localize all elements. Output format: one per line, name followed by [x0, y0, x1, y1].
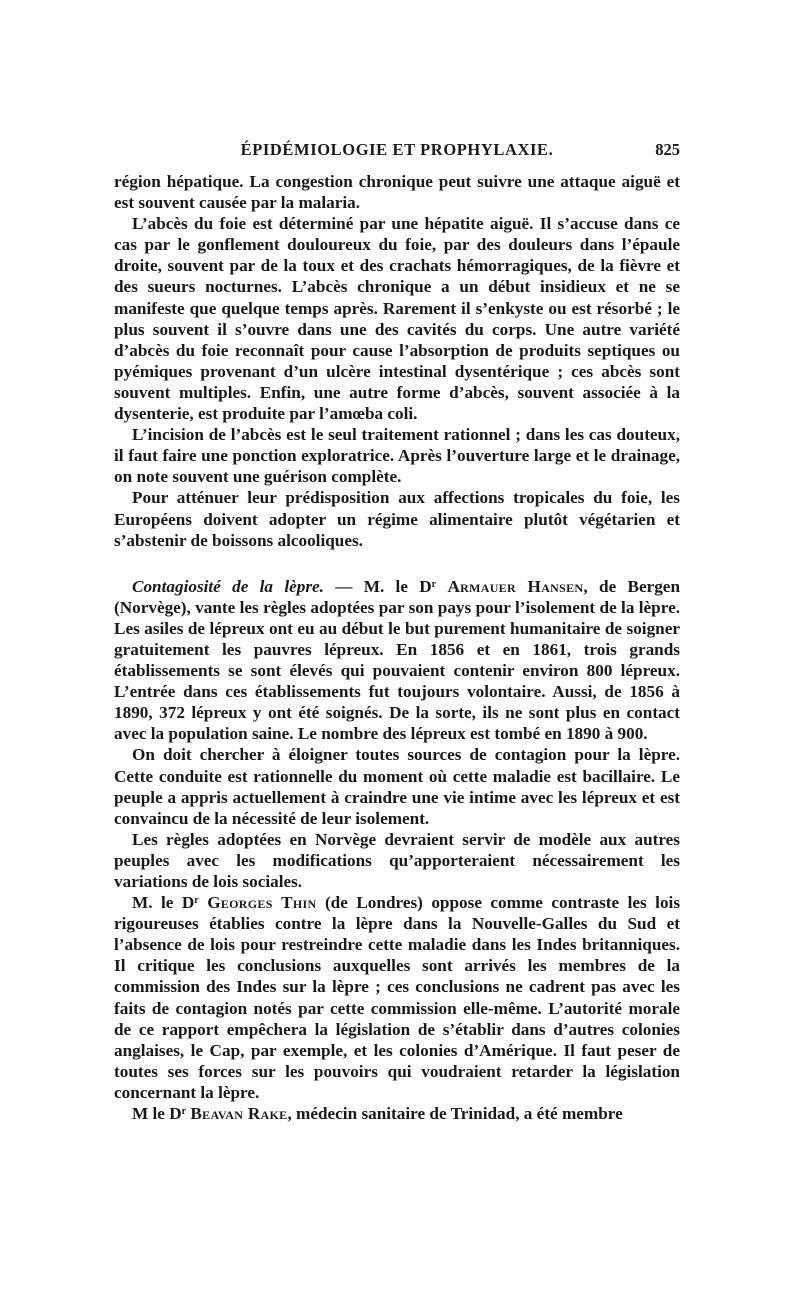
paragraph-norway-rules: Les règles adoptées en Norvège devraient servir de modèle aux autres peuples avec les modifications qu’apporteraient nécessairement les variations de lois sociales.: [114, 829, 680, 891]
paragraph-incision-treatment: L’incision de l’abcès est le seul traitement rationnel ; dans les cas douteux, il faut faire une ponction exploratrice. Après l’ouverture large et le drainage, on note souvent une guérison complète.: [114, 425, 680, 487]
paragraph-text: , médecin sanitaire de Trinidad, a été membre: [287, 1104, 623, 1124]
page-body: [114, 171, 680, 1124]
section-break: [114, 551, 680, 576]
heading-dash-title: — M. le D: [323, 576, 432, 596]
person-name-thin: Georges Thin: [207, 893, 317, 913]
page-number: 825: [655, 140, 680, 159]
title-prefix: M. le D: [132, 893, 195, 913]
paragraph-prevention: Pour atténuer leur prédisposition aux affections tropicales du foie, les Européens doivent adopter un régime alimentaire plutôt végétarien et s’abstenir de boissons alcooliques.: [114, 488, 680, 550]
paragraph-liver-abscess: L’abcès du foie est déterminé par une hépatite aiguë. Il s’accuse dans ce cas par le gonflement douloureux du foie, par des douleurs dans l’épaule droite, souvent par de la toux et des crachats hémorragiques, de la fièvre et des sueurs nocturnes. L’abcès chronique a un début insidieux et ne se manifeste que quelque temps après. Rarement il s’enkyste ou est résorbé ; le plus souvent il s’ouvre dans une des cavités du corps. Une autre variété d’abcès du foie reconnaît pour cause l’absorption de produits septiques ou pyémiques provenant d’un ulcère intestinal dysentérique ; ces abcès sont souvent multiples. Enfin, une autre forme d’abcès, souvent associée à la dysenterie, est produite par l’amœba coli.: [114, 214, 680, 424]
paragraph-leprosy-contagion: [114, 576, 680, 745]
paragraph-text: , de Bergen (Norvège), vante les règles adoptées par son pays pour l’isolement de la lèpre. Les asiles de lépreux ont eu au début le but purement humanitaire de soigner gratuitement les pauvres lépreux. En 1856 et en 1861, trois grands établissements se sont élevés qui pouvaient contenir environ 800 lépreux. L’entrée dans ces établissements fut toujours volontaire. Aussi, de 1856 à 1890, 372 lépreux y ont été soignés. De la sorte, ils ne sont plus en contact avec la population saine. Le nombre des lépreux est tombé en 1890 à 900.: [114, 576, 680, 744]
title-superscript: r: [181, 1106, 187, 1118]
person-name-hansen: Armauer Hansen: [447, 576, 584, 596]
title-prefix: M le D: [132, 1104, 182, 1124]
title-superscript: r: [194, 895, 199, 907]
page-header: [114, 140, 680, 166]
paragraph-rake-opinion: [114, 1103, 680, 1124]
paragraph-contagion-sources: On doit chercher à éloigner toutes sources de contagion pour la lèpre. Cette conduite est rationnelle du moment où cette maladie est bacillaire. Le peuple a appris actuellement à craindre une vie intime avec les lépreux et est convaincu de la nécessité de leur isolement.: [114, 745, 680, 828]
person-name-rake: Beavan Rake: [190, 1104, 288, 1124]
paragraph-thin-opinion: [114, 892, 680, 1103]
paragraph-text: (de Londres) oppose comme contraste les lois rigoureuses établies contre la lèpre dans la Nouvelle-Galles du Sud et l’absence de lois pour restreindre cette maladie dans les Indes britanniques. Il critique les conclusions auxquelles sont arrivés les membres de la commission des Indes sur la lèpre ; ces conclusions ne cadrent pas avec les faits de contagion notés par cette commission elle-même. L’autorité morale de ce rapport empêchera la législation de s’établir dans d’autres colonies anglaises, le Cap, par exemple, et les colonies d’Amérique. Il faut peser de toutes ses forces sur les pouvoirs qui voudraient retarder la législation concernant la lèpre.: [114, 893, 681, 1102]
paragraph-hepatic-region: région hépatique. La congestion chronique peut suivre une attaque aiguë et est souvent causée par la malaria.: [114, 172, 680, 213]
running-title: ÉPIDÉMIOLOGIE ET PROPHYLAXIE.: [240, 140, 554, 159]
section-heading: Contagiosité de la lèpre.: [132, 576, 324, 596]
title-superscript: r: [431, 578, 437, 590]
